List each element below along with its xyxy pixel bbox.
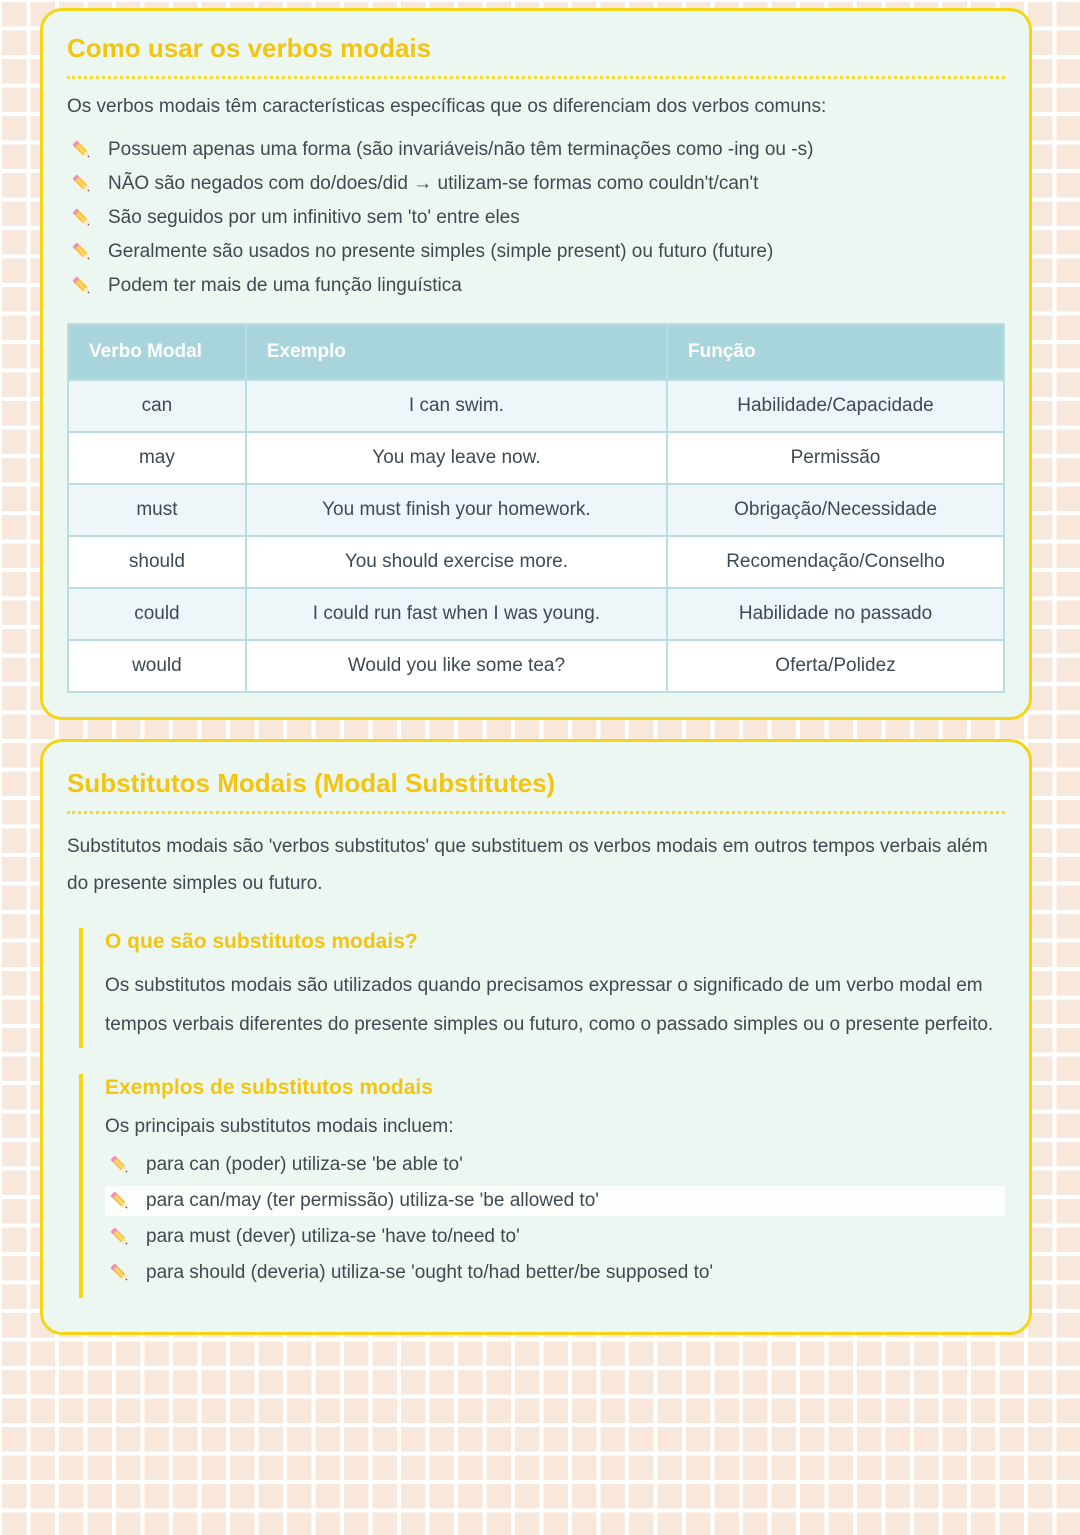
modal-substitutes-list	[105, 1150, 1005, 1288]
modal-substitutes-card	[40, 739, 1032, 1335]
pencil-icon	[109, 1190, 131, 1212]
section-title: Substitutos Modais (Modal Substitutes)	[67, 762, 1005, 814]
list-item	[105, 1222, 1005, 1252]
pencil-icon	[109, 1262, 131, 1284]
list-item-text: Geralmente são usados no presente simples (simple present) ou futuro (future)	[108, 241, 774, 262]
table-cell-verb: may	[68, 432, 246, 484]
table-row	[68, 380, 1004, 432]
modal-verbs-characteristics-list	[67, 135, 1005, 301]
table-cell-verb: could	[68, 588, 246, 640]
table-row	[68, 432, 1004, 484]
table-row	[68, 484, 1004, 536]
table-cell-function: Permissão	[667, 432, 1004, 484]
list-item	[67, 237, 1005, 267]
table-cell-example: You must finish your homework.	[246, 484, 667, 536]
table-cell-example: You may leave now.	[246, 432, 667, 484]
table-cell-verb: can	[68, 380, 246, 432]
table-header-verbo-modal: Verbo Modal	[68, 324, 246, 380]
pencil-icon	[71, 207, 93, 229]
table-cell-verb: should	[68, 536, 246, 588]
table-header-row	[68, 324, 1004, 380]
pencil-icon	[71, 173, 93, 195]
table-cell-example: I can swim.	[246, 380, 667, 432]
list-item	[105, 1150, 1005, 1180]
list-item-text: São seguidos por um infinitivo sem 'to' entre eles	[108, 207, 520, 228]
subsection-title: O que são substitutos modais?	[105, 930, 418, 953]
modal-verbs-table	[67, 323, 1005, 693]
list-item	[105, 1258, 1005, 1288]
table-header-funcao: Função	[667, 324, 1004, 380]
list-item	[105, 1186, 1005, 1216]
list-item-text: para should (deveria) utiliza-se 'ought to/had better/be supposed to'	[146, 1262, 714, 1283]
table-row	[68, 536, 1004, 588]
pencil-icon	[109, 1226, 131, 1248]
list-item-text: para can (poder) utiliza-se 'be able to'	[146, 1154, 463, 1175]
list-item	[67, 271, 1005, 301]
section-title: Como usar os verbos modais	[67, 27, 1005, 79]
subsection-intro: Os principais substitutos modais incluem:	[105, 1116, 454, 1137]
table-cell-example: You should exercise more.	[246, 536, 667, 588]
table-header-exemplo: Exemplo	[246, 324, 667, 380]
pencil-icon	[71, 241, 93, 263]
table-cell-example: I could run fast when I was young.	[246, 588, 667, 640]
list-item-text: para can/may (ter permissão) utiliza-se 'be allowed to'	[146, 1190, 599, 1211]
list-item-text: NÃO são negados com do/does/did → utilizam-se formas como couldn't/can't	[108, 173, 759, 194]
table-cell-verb: must	[68, 484, 246, 536]
section-intro: Substitutos modais são 'verbos substitutos' que substituem os verbos modais em outros tempos verbais além do presente simples ou futuro.	[67, 836, 988, 894]
section-intro: Os verbos modais têm características específicas que os diferenciam dos verbos comuns:	[67, 96, 827, 117]
pencil-icon	[109, 1154, 131, 1176]
table-row	[68, 640, 1004, 692]
table-cell-function: Obrigação/Necessidade	[667, 484, 1004, 536]
table-row	[68, 588, 1004, 640]
pencil-icon	[71, 275, 93, 297]
subsection-body: Os substitutos modais são utilizados quando precisamos expressar o significado de um verbo modal em tempos verbais diferentes do presente simples ou futuro, como o passado simples ou o presente perfeito.	[105, 975, 994, 1035]
list-item	[67, 169, 1005, 199]
list-item-text: Possuem apenas uma forma (são invariáveis/não têm terminações como -ing ou -s)	[108, 139, 814, 160]
subsection-title: Exemplos de substitutos modais	[105, 1076, 433, 1099]
list-item	[67, 135, 1005, 165]
pencil-icon	[71, 139, 93, 161]
subsection-examples-of-modal-substitutes	[79, 1074, 1005, 1298]
table-cell-verb: would	[68, 640, 246, 692]
table-cell-function: Recomendação/Conselho	[667, 536, 1004, 588]
list-item-text: Podem ter mais de uma função linguística	[108, 275, 462, 296]
table-cell-function: Oferta/Polidez	[667, 640, 1004, 692]
table-cell-example: Would you like some tea?	[246, 640, 667, 692]
subsection-what-are-modal-substitutes	[79, 928, 1005, 1048]
table-cell-function: Habilidade/Capacidade	[667, 380, 1004, 432]
table-cell-function: Habilidade no passado	[667, 588, 1004, 640]
list-item-text: para must (dever) utiliza-se 'have to/need to'	[146, 1226, 520, 1247]
modal-verbs-usage-card	[40, 8, 1032, 720]
list-item	[67, 203, 1005, 233]
